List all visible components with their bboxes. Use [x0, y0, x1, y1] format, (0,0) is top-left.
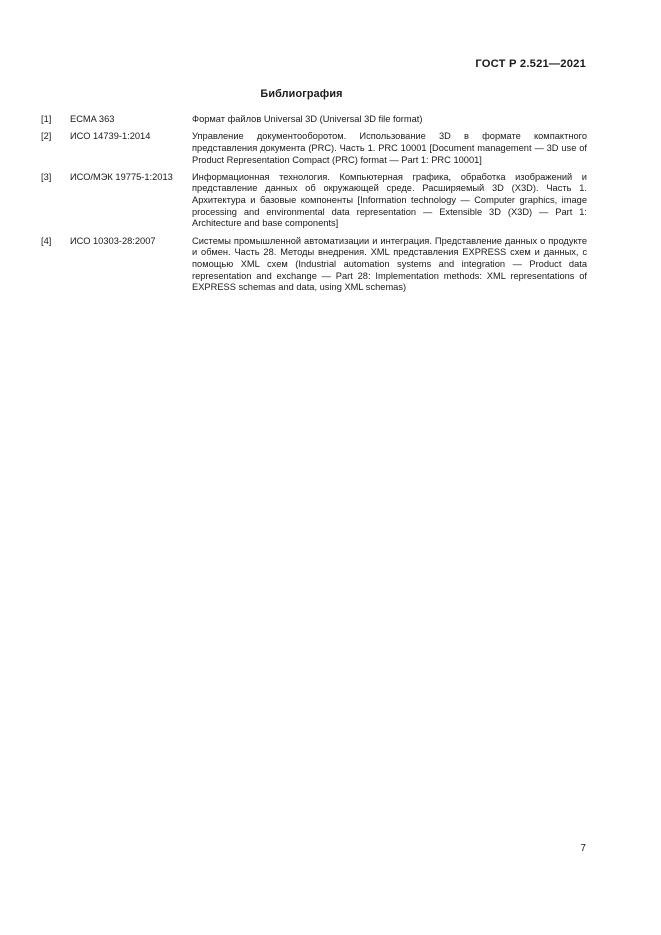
bibliography-entry — [41, 114, 587, 126]
bibliography-entry-id: ECMA 363 — [70, 114, 115, 124]
bibliography-entry-description: Системы промышленной автоматизации и интеграция. Представление данных о продукте и обмен. Часть 28. Методы внедрения. XML представления EXPRESS схем и данных, с помощью XML схем (Industrial automation systems and integration — Product data representation and exchange — Part 28: Implementation methods: XML representations of EXPRESS schemas and data, using XML schemas) — [192, 235, 587, 293]
bibliography-entry-ref: [4] — [41, 235, 52, 246]
bibliography-entry-ref: [3] — [41, 171, 52, 182]
bibliography-entry-id: ИСО 14739-1:2014 — [70, 131, 151, 142]
section-title-text: Библиография — [260, 88, 343, 100]
section-title — [0, 88, 661, 101]
bibliography-entry-id: ИСО/МЭК 19775-1:2013 — [70, 171, 173, 182]
bibliography-entry-ref: [2] — [41, 131, 52, 142]
bibliography-entry-description: Формат файлов Universal 3D (Universal 3D file format) — [192, 114, 423, 124]
bibliography-entry-description: Управление документооборотом. Использование 3D в формате компактного представления документа (PRC). Часть 1. PRC 10001 [Document management — 3D use of Product Representation Compact (PRC) format — Part 1: PRC 10001] — [192, 131, 587, 165]
bibliography-entry — [41, 172, 587, 231]
page-number: 7 — [580, 843, 586, 854]
bibliography-list — [41, 114, 587, 294]
bibliography-entry — [41, 131, 587, 166]
bibliography-entry-ref: [1] — [41, 114, 52, 124]
bibliography-entry — [41, 236, 587, 295]
bibliography-entry-description: Информационная технология. Компьютерная графика, обработка изображений и представление данных об окружающей среде. Расширяемый 3D (X3D). Часть 1. Архитектура и базовые компоненты [Information technology — Computer graphics, image processing and environmental data representation — Extensible 3D (X3D) — Part 1: Architecture and base components] — [192, 171, 587, 229]
document-header-standard-number: ГОСТ Р 2.521—2021 — [475, 58, 586, 70]
bibliography-entry-id: ИСО 10303-28:2007 — [70, 235, 156, 246]
